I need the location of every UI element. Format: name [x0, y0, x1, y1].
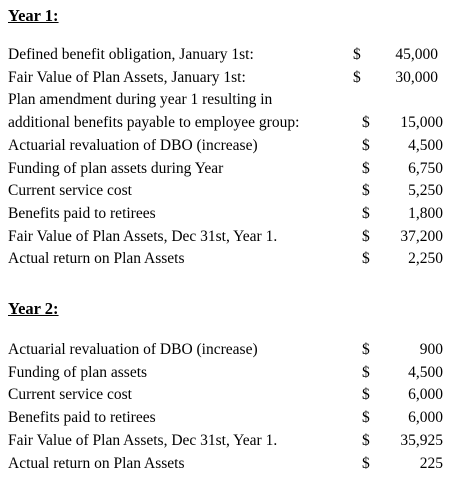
currency-symbol: $	[362, 204, 370, 222]
row-amount: 4,500	[408, 363, 443, 381]
currency-symbol: $	[362, 159, 370, 177]
year1-row	[0, 46, 453, 69]
currency-symbol: $	[362, 114, 370, 132]
row-label: Current service cost	[8, 182, 132, 200]
row-label: Actual return on Plan Assets	[8, 250, 185, 268]
row-amount: 6,000	[408, 409, 443, 427]
row-amount: 35,925	[400, 431, 443, 449]
year2-row	[0, 409, 453, 432]
row-amount: 6,750	[408, 159, 443, 177]
row-label: Benefits paid to retirees	[8, 409, 156, 427]
currency-symbol: $	[362, 136, 370, 154]
row-label: Current service cost	[8, 386, 132, 404]
year1-row	[0, 91, 453, 114]
row-amount: 225	[419, 454, 443, 472]
currency-symbol: $	[362, 409, 370, 427]
row-amount: 45,000	[395, 46, 438, 63]
year2-row	[0, 364, 453, 387]
row-label: additional benefits payable to employee group:	[8, 114, 300, 132]
currency-symbol: $	[362, 182, 370, 200]
year2-heading: Year 2:	[8, 299, 59, 318]
row-label: Fair Value of Plan Assets, Dec 31st, Year 1.	[8, 227, 278, 245]
currency-symbol: $	[362, 227, 370, 245]
row-amount: 30,000	[395, 68, 438, 86]
year2-row	[0, 341, 453, 364]
row-label: Funding of plan assets	[8, 363, 148, 381]
currency-symbol: $	[362, 386, 370, 404]
year1-row	[0, 69, 453, 92]
row-label: Plan amendment during year 1 resulting in	[8, 91, 273, 109]
row-label: Funding of plan assets during Year	[8, 159, 224, 177]
row-label: Actual return on Plan Assets	[8, 454, 185, 472]
year1-row	[0, 137, 453, 160]
row-label: Benefits paid to retirees	[8, 204, 156, 222]
year2-row	[0, 432, 453, 455]
year1-row	[0, 250, 453, 273]
year2-row	[0, 386, 453, 409]
year1-row	[0, 160, 453, 183]
row-amount: 6,000	[408, 386, 443, 404]
row-label: Defined benefit obligation, January 1st:	[8, 46, 254, 63]
row-amount: 4,500	[408, 136, 443, 154]
year1-row	[0, 205, 453, 228]
row-amount: 5,250	[408, 182, 443, 200]
row-amount: 15,000	[400, 114, 443, 132]
row-label: Fair Value of Plan Assets, Dec 31st, Year 1.	[8, 431, 278, 449]
row-amount: 900	[419, 341, 443, 358]
row-amount: 2,250	[408, 250, 443, 268]
year1-row	[0, 114, 453, 137]
currency-symbol: $	[362, 250, 370, 268]
year1-row	[0, 228, 453, 251]
year1-heading: Year 1:	[8, 6, 59, 25]
row-amount: 37,200	[400, 227, 443, 245]
row-label: Actuarial revaluation of DBO (increase)	[8, 341, 258, 358]
currency-symbol: $	[353, 46, 361, 63]
currency-symbol: $	[353, 68, 361, 86]
row-label: Actuarial revaluation of DBO (increase)	[8, 136, 258, 154]
year1-row	[0, 182, 453, 205]
currency-symbol: $	[362, 363, 370, 381]
currency-symbol: $	[362, 431, 370, 449]
row-amount: 1,800	[408, 204, 443, 222]
currency-symbol: $	[362, 341, 370, 358]
year2-row	[0, 455, 453, 478]
currency-symbol: $	[362, 454, 370, 472]
row-label: Fair Value of Plan Assets, January 1st:	[8, 68, 246, 86]
